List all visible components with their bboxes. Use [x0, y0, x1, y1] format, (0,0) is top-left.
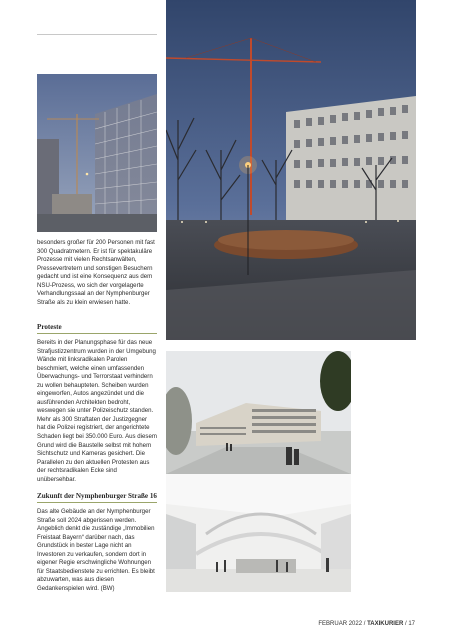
footer-page-number: / 17 [404, 621, 415, 627]
construction-site-photo [37, 74, 157, 232]
footer-magazine-name: TAXIKURIER [367, 621, 404, 627]
top-divider [37, 34, 157, 35]
section-heading-zukunft: Zukunft der Nymphenburger Straße 16 [37, 492, 157, 500]
justice-centre-dusk-photo [166, 0, 416, 340]
heading-rule [37, 502, 157, 503]
heading-rule [37, 333, 157, 334]
intro-paragraph: besonders großer für 200 Personen mit fast 300 Quadratmetern. Er ist für spektakuläre Prozesse mit vielen Rechtsanwälten, Pressevertretern und sonstigen Besuchern gedacht und ist eine Konsequenz aus dem NSU-Prozess, wo sich der vorgelagerte Verhandlungssaal an der Nymphenburger Straße als zu klein erwiesen hatte. [37, 239, 155, 306]
footer-issue: FEBRUAR 2022 / [318, 621, 366, 627]
zukunft-paragraph: Das alte Gebäude an der Nymphenburger Straße soll 2024 abgerissen werden. Angeblich denkt die zuständige „Immobilien Freistaat Bayern“ darüber nach, das Grundstück in bester Lage nicht an Investoren zu verkaufen, sondern dort in eigener Regie erschwingliche Wohnungen für Staatsbedienstete zu errichten. Es bleibt abzuwarten, was aus diesen Gedankenspielen wird. (BW) [37, 508, 155, 592]
architecture-rendering-photo [166, 351, 351, 474]
page-footer [318, 621, 415, 627]
proteste-paragraph: Bereits in der Planungsphase für das neue Strafjustizzentrum wurden in der Umgebung Wände mit linksradikalen Parolen beschmiert, welche einen umfassenden Überwachungs- und Terrorstaat verhindern zu wollen behaupteten. Scheiben wurden eingeworfen, Autos angezündet und die ausführenden Architekten bedroht, weswegen sie unter Polizeischutz standen. Mehr als 300 Straftaten der Justizgegner hat die Polizei registriert, der angerichtete Schaden liegt bei 350.000 Euro. Aus diesem Grund wird die Baustelle selbst mit hohem Sichtschutz und Kameras gesichert. Die Parallelen zu den aktuellen Protesten aus der rechtsradikalen Ecke sind unübersehbar. [37, 339, 157, 483]
atrium-interior-photo [166, 474, 351, 592]
section-heading-proteste: Proteste [37, 323, 62, 331]
